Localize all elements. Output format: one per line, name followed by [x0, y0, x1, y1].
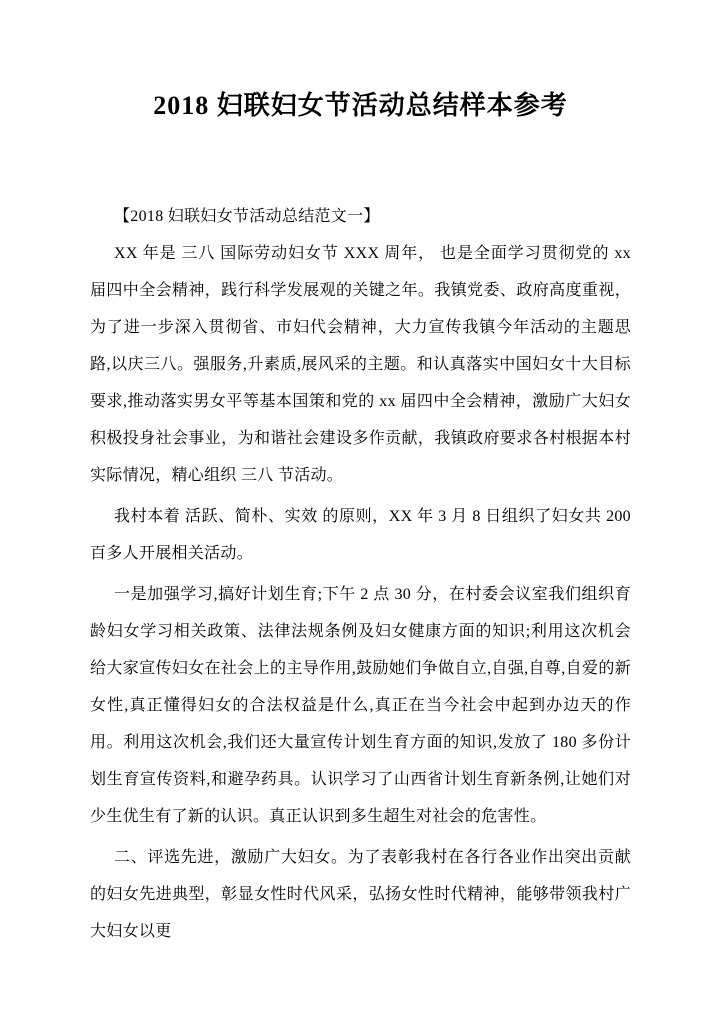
section-heading: 【2018 妇联妇女节活动总结范文一】 — [114, 208, 380, 226]
paragraph-item-two-awards: 二、评选先进，激励广大妇女。为了表彰我村在各行各业作出突出贡献的妇女先进典型，彰显女性时代风采，弘扬女性时代精神，能够带领我村广大妇女以更 — [90, 849, 631, 941]
paragraph-item-one-learning: 一是加强学习,搞好计划生育;下午 2 点 30 分，在村委会议室我们组织育龄妇女学习相关政策、法律法规条例及妇女健康方面的知识;利用这次机会给大家宣传妇女在社会上的主导作用,鼓励她们争做自立,自强,自尊,自爱的新女性,真正懂得妇女的合法权益是什么,真正在当今社会中起到办边天的作用。利用这次机会,我们还大量宣传计划生育方面的知识,发放了 180 多份计划生育宣传资料,和避孕药具。认识学习了山西省计划生育新条例,让她们对少生优生有了新的认识。真正认识到多生超生对社会的危害性。 — [90, 586, 631, 826]
document-body — [90, 198, 631, 950]
document-title: 2018 妇联妇女节活动总结样本参考 — [153, 91, 568, 120]
paragraph-overview: XX 年是 三八 国际劳动妇女节 XXX 周年， 也是全面学习贯彻党的 xx 届四中全会精神，践行科学发展观的关键之年。我镇党委、政府高度重视，为了进一步深入贯彻省、市妇代会精神，大力宣传我镇今年活动的主题思路,以庆三八。强服务,升素质,展风采的主题。和认真落实中国妇女十大目标要求,推动落实男女平等基本国策和党的 xx 届四中全会精神，激励广大妇女积极投身社会事业，为和谐社会建设多作贡献，我镇政府要求各村根据本村实际情况，精心组织 三八 节活动。 — [90, 245, 631, 485]
paragraph-village-principle: 我村本着 活跃、简朴、实效 的原则，XX 年 3 月 8 日组织了妇女共 200 百多人开展相关活动。 — [90, 508, 631, 563]
